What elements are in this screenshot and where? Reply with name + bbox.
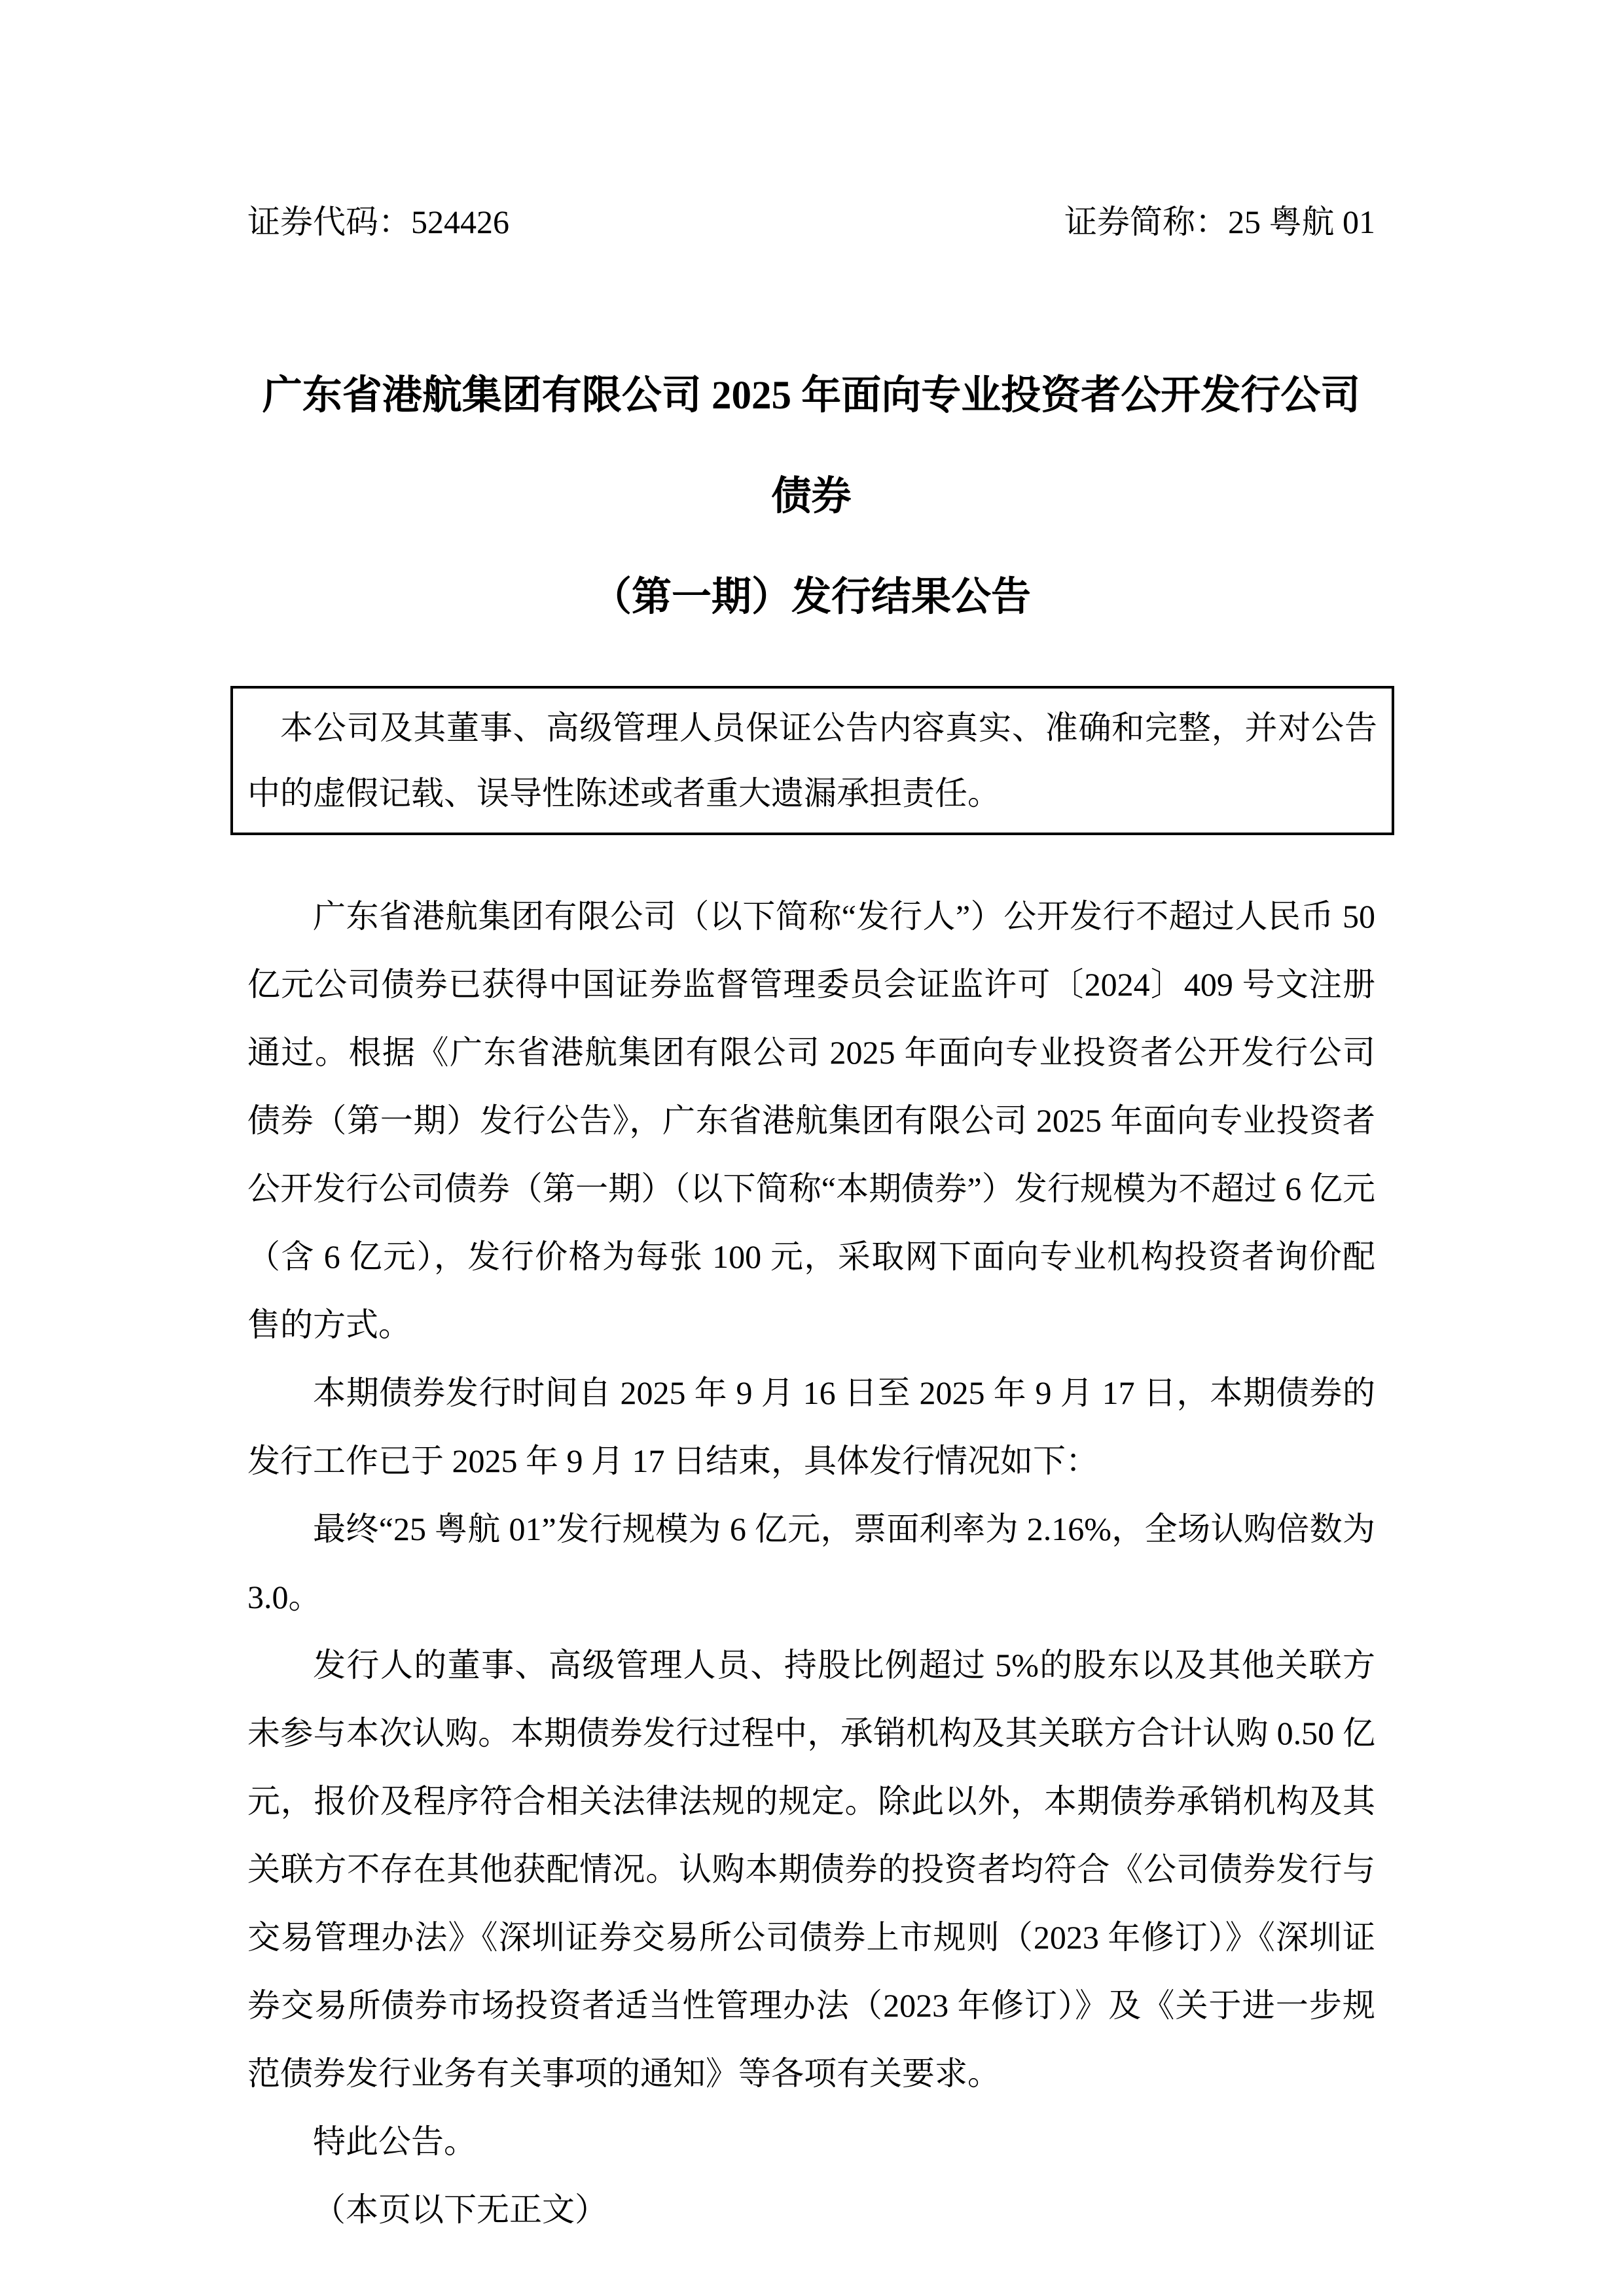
body-paragraph: 发行人的董事、高级管理人员、持股比例超过 5%的股东以及其他关联方未参与本次认购。本期债券发行过程中，承销机构及其关联方合计认购 0.50 亿元，报价及程序符合相关法律法规的规定。除此以外，本期债券承销机构及其关联方不存在其他获配情况。认购本期债券的投资者均符合《公司债券发行与交易管理办法》《深圳证券交易所公司债券上市规则（2023 年修订）》《深圳证券交易所债券市场投资者适当性管理办法（2023 年修订）》及《关于进一步规范债券发行业务有关事项的通知》等各项有关要求。 (247, 1647, 1375, 2092)
notice-box (230, 686, 1394, 835)
stock-code: 证券代码：524426 (247, 204, 509, 240)
body-paragraph: 本期债券发行时间自 2025 年 9 月 16 日至 2025 年 9 月 17 日，本期债券的发行工作已于 2025 年 9 月 17 日结束，具体发行情况如下： (247, 1374, 1375, 1479)
body-paragraph: 广东省港航集团有限公司（以下简称“发行人”）公开发行不超过人民币 50 亿元公司债券已获得中国证券监督管理委员会证监许可〔2024〕409 号文注册通过。根据《广东省港航集团有限公司 2025 年面向专业投资者公开发行公司债券（第一期）发行公告》，广东省港航集团有限公司 2025 年面向专业投资者公开发行公司债券（第一期）（以下简称“本期债券”）发行规模为不超过 6 亿元（含 6 亿元），发行价格为每张 100 元，采取网下面向专业机构投资者询价配售的方式。 (247, 898, 1375, 1343)
closing-statement: 特此公告。 (313, 2123, 477, 2160)
document-content (247, 0, 1375, 2244)
title-line-1: 广东省港航集团有限公司 2025 年面向专业投资者公开发行公司债券 (262, 374, 1361, 518)
document-title (247, 346, 1375, 648)
body-paragraph: 最终“25 粤航 01”发行规模为 6 亿元，票面利率为 2.16%，全场认购倍数为 3.0。 (247, 1511, 1375, 1615)
document-header (247, 202, 1375, 242)
document-body (247, 882, 1375, 2244)
notice-text: 本公司及其董事、高级管理人员保证公告内容真实、准确和完整，并对公告中的虚假记载、误导性陈述或者重大遗漏承担责任。 (247, 709, 1377, 812)
page-end-note: （本页以下无正文） (313, 2191, 607, 2228)
stock-abbr: 证券简称：25 粤航 01 (1064, 204, 1375, 240)
title-line-2: （第一期）发行结果公告 (591, 575, 1031, 619)
